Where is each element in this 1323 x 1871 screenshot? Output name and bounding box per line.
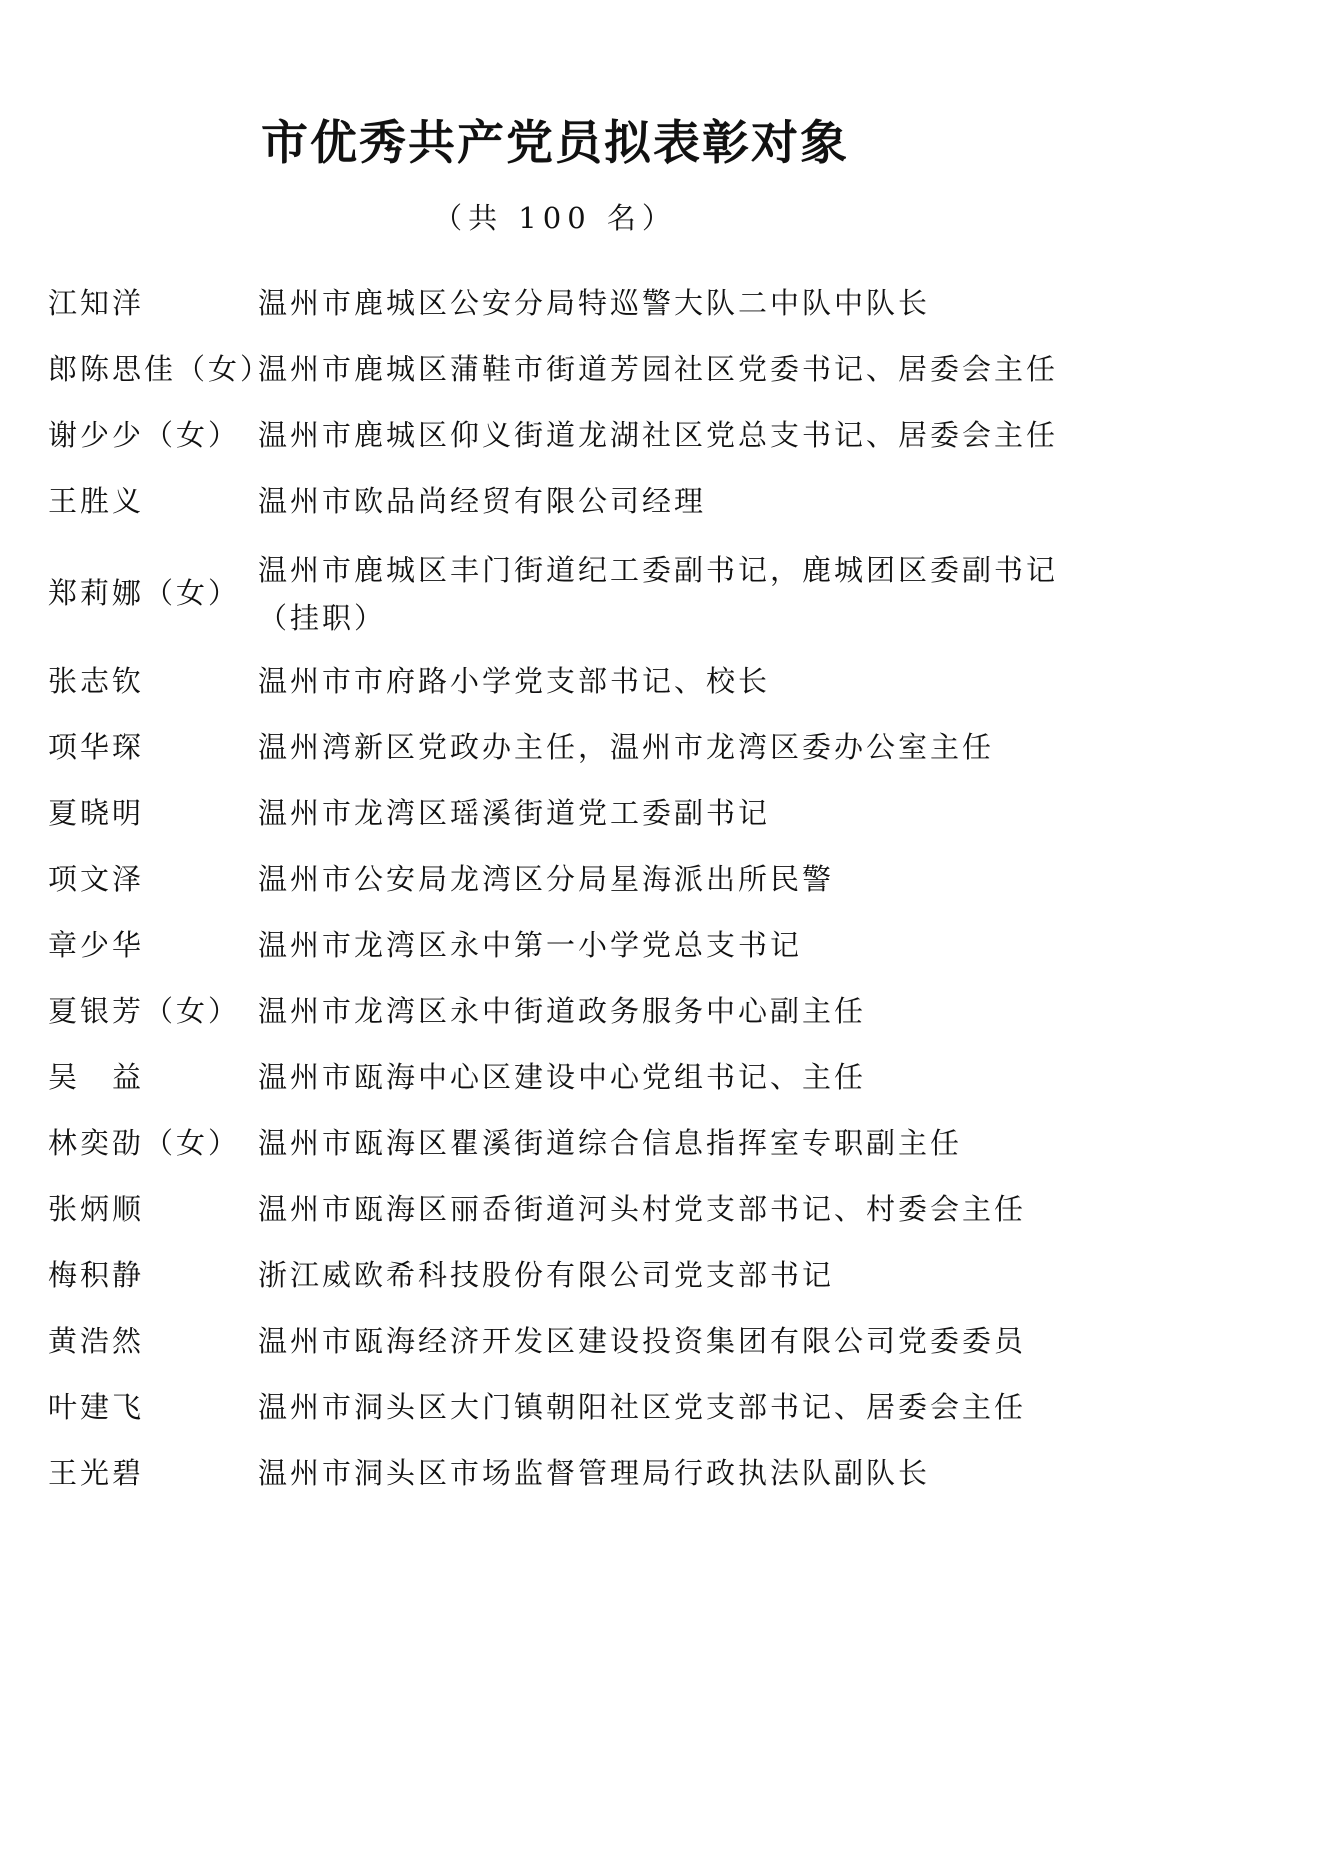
honoree-name: 张炳顺 [48, 1192, 145, 1226]
honoree-position: 温州市鹿城区丰门街道纪工委副书记，鹿城团区委副书记（挂职） [258, 553, 1059, 635]
honoree-name: 张志钦 [48, 664, 145, 698]
list-item [0, 1110, 1110, 1176]
honoree-name: 黄浩然 [48, 1324, 145, 1358]
honoree-position: 温州市洞头区市场监督管理局行政执法队副队长 [258, 1456, 931, 1490]
list-item [0, 270, 1110, 336]
honoree-name: 谢少少（女） [48, 418, 241, 452]
honoree-position: 浙江威欧希科技股份有限公司党支部书记 [258, 1258, 835, 1292]
list-item [0, 978, 1110, 1044]
document-title: 市优秀共产党员拟表彰对象 [261, 116, 849, 171]
honoree-position: 温州市瓯海中心区建设中心党组书记、主任 [258, 1060, 867, 1094]
list-item [0, 336, 1110, 402]
list-item [0, 402, 1110, 468]
honoree-position: 温州市鹿城区公安分局特巡警大队二中队中队长 [258, 286, 931, 320]
honoree-position: 温州市龙湾区瑶溪街道党工委副书记 [258, 796, 771, 830]
honoree-position: 温州市龙湾区永中街道政务服务中心副主任 [258, 994, 867, 1028]
honoree-position: 温州市鹿城区蒲鞋市街道芳园社区党委书记、居委会主任 [258, 352, 1059, 386]
list-item [0, 534, 1110, 648]
list-item [0, 846, 1110, 912]
honoree-name: 章少华 [48, 928, 145, 962]
honoree-position: 温州市洞头区大门镇朝阳社区党支部书记、居委会主任 [258, 1390, 1027, 1424]
document-subtitle: （共 100 名） [433, 201, 677, 235]
honoree-name: 项文泽 [48, 862, 145, 896]
honoree-name: 王胜义 [48, 484, 145, 518]
list-item [0, 1374, 1110, 1440]
honoree-list [0, 270, 1110, 1506]
list-item [0, 648, 1110, 714]
list-item [0, 780, 1110, 846]
list-item [0, 1308, 1110, 1374]
list-item [0, 1044, 1110, 1110]
honoree-name: 夏银芳（女） [48, 994, 241, 1028]
honoree-position: 温州市公安局龙湾区分局星海派出所民警 [258, 862, 835, 896]
honoree-name: 王光碧 [48, 1456, 145, 1490]
list-item [0, 912, 1110, 978]
honoree-name: 江知洋 [48, 286, 145, 320]
honoree-name: 郎陈思佳（女） [48, 352, 273, 386]
honoree-position: 温州市龙湾区永中第一小学党总支书记 [258, 928, 803, 962]
honoree-name: 吴 益 [48, 1060, 145, 1094]
list-item [0, 1440, 1110, 1506]
honoree-name: 叶建飞 [48, 1390, 145, 1424]
honoree-name: 林奕劭（女） [48, 1126, 241, 1160]
honoree-position: 温州湾新区党政办主任，温州市龙湾区委办公室主任 [258, 730, 995, 764]
list-item [0, 468, 1110, 534]
list-item [0, 1242, 1110, 1308]
honoree-name: 郑莉娜（女） [48, 576, 241, 610]
honoree-position: 温州市鹿城区仰义街道龙湖社区党总支书记、居委会主任 [258, 418, 1059, 452]
honoree-position: 温州市欧品尚经贸有限公司经理 [258, 484, 707, 518]
honoree-name: 夏晓明 [48, 796, 145, 830]
honoree-position: 温州市瓯海区瞿溪街道综合信息指挥室专职副主任 [258, 1126, 963, 1160]
honoree-position: 温州市瓯海区丽岙街道河头村党支部书记、村委会主任 [258, 1192, 1027, 1226]
honoree-position: 温州市瓯海经济开发区建设投资集团有限公司党委委员 [258, 1324, 1027, 1358]
honoree-name: 梅积静 [48, 1258, 145, 1292]
honoree-name: 项华琛 [48, 730, 145, 764]
honoree-position: 温州市市府路小学党支部书记、校长 [258, 664, 771, 698]
list-item [0, 714, 1110, 780]
list-item [0, 1176, 1110, 1242]
